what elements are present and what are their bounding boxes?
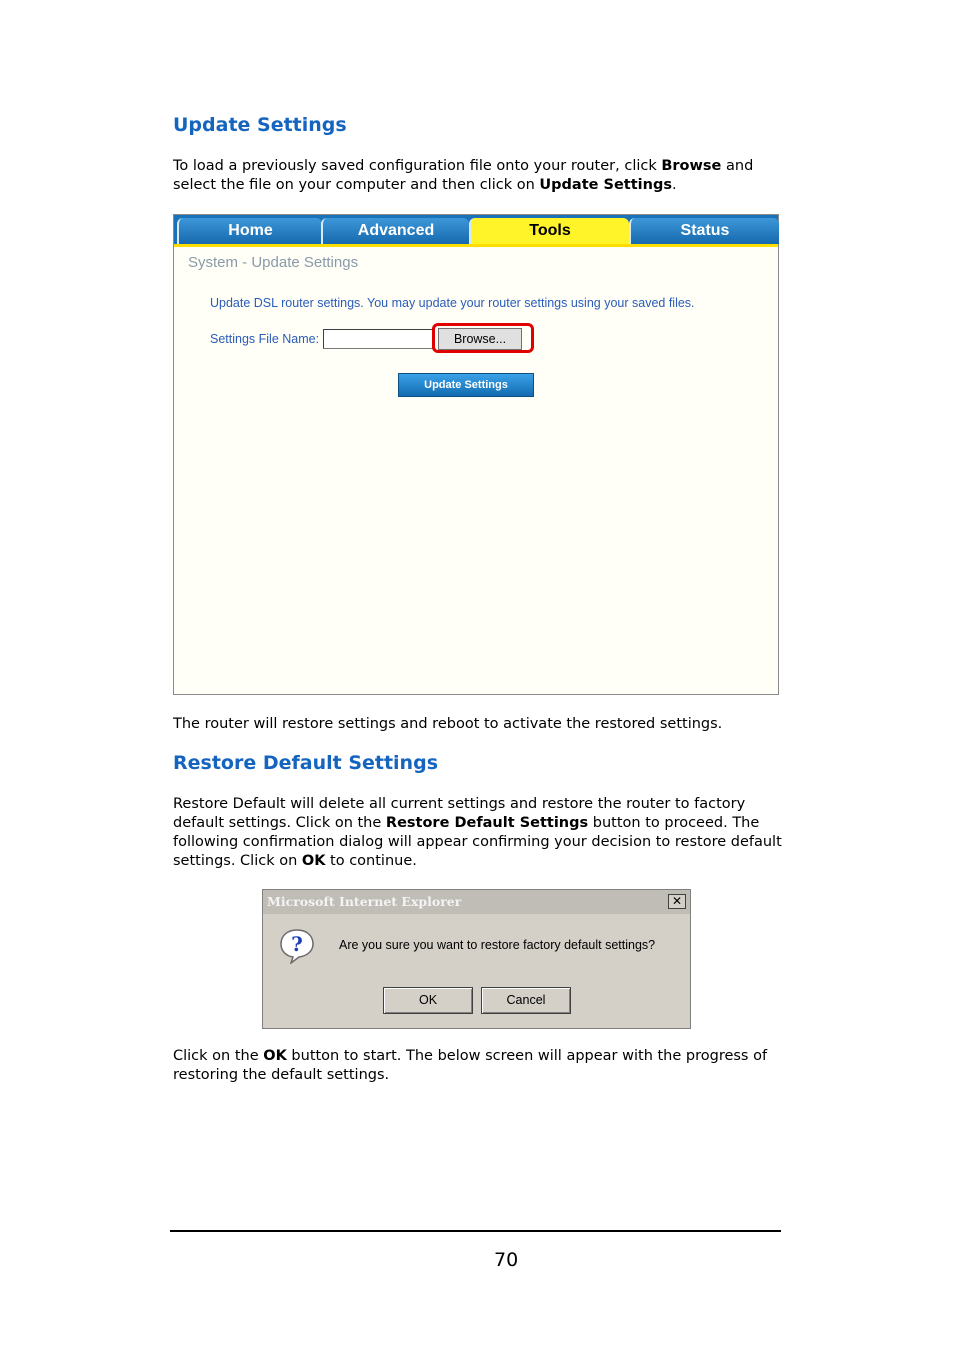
confirm-dialog — [262, 889, 691, 1029]
router-screenshot — [173, 214, 779, 695]
tab-advanced[interactable]: Advanced — [321, 218, 469, 244]
section-heading-restore-default: Restore Default Settings — [173, 752, 438, 774]
section-heading-update-settings: Update Settings — [173, 114, 347, 136]
tab-bar — [174, 215, 778, 247]
svg-text:?: ? — [291, 932, 303, 956]
dialog-title: Microsoft Internet Explorer — [263, 890, 690, 914]
update-settings-intro: To load a previously saved configuration file onto your router, click Browse and select the file on your computer and then click on Update Settings. — [173, 158, 754, 193]
update-settings-button[interactable]: Update Settings — [398, 373, 534, 397]
closing-text: Click on the OK button to start. The below screen will appear with the progress of restoring the default settings. — [173, 1048, 768, 1083]
router-description: Update DSL router settings. You may update your router settings using your saved files. — [210, 296, 695, 310]
restore-default-intro: Restore Default will delete all current settings and restore the router to factory default settings. Click on the Restore Default Settings button to proceed. The following confirmation dialog will appear confirming your decision to restore default settings. Click on OK to continue. — [173, 796, 782, 869]
cancel-button[interactable]: Cancel — [481, 987, 571, 1014]
settings-file-input[interactable] — [323, 329, 433, 349]
close-icon[interactable]: ✕ — [668, 894, 686, 909]
dialog-message: Are you sure you want to restore factory default settings? — [339, 938, 656, 952]
page-number: 70 — [494, 1249, 519, 1271]
question-icon — [279, 928, 315, 964]
footer-divider — [170, 1230, 781, 1232]
tab-status[interactable]: Status — [629, 218, 779, 244]
tab-tools[interactable]: Tools — [469, 218, 629, 244]
after-router-text: The router will restore settings and reboot to activate the restored settings. — [173, 716, 723, 732]
settings-file-label: Settings File Name: — [210, 332, 320, 346]
browse-button[interactable]: Browse... — [438, 328, 522, 350]
ok-button[interactable]: OK — [383, 987, 473, 1014]
router-page-heading: System - Update Settings — [188, 254, 359, 271]
tab-home[interactable]: Home — [177, 218, 322, 244]
